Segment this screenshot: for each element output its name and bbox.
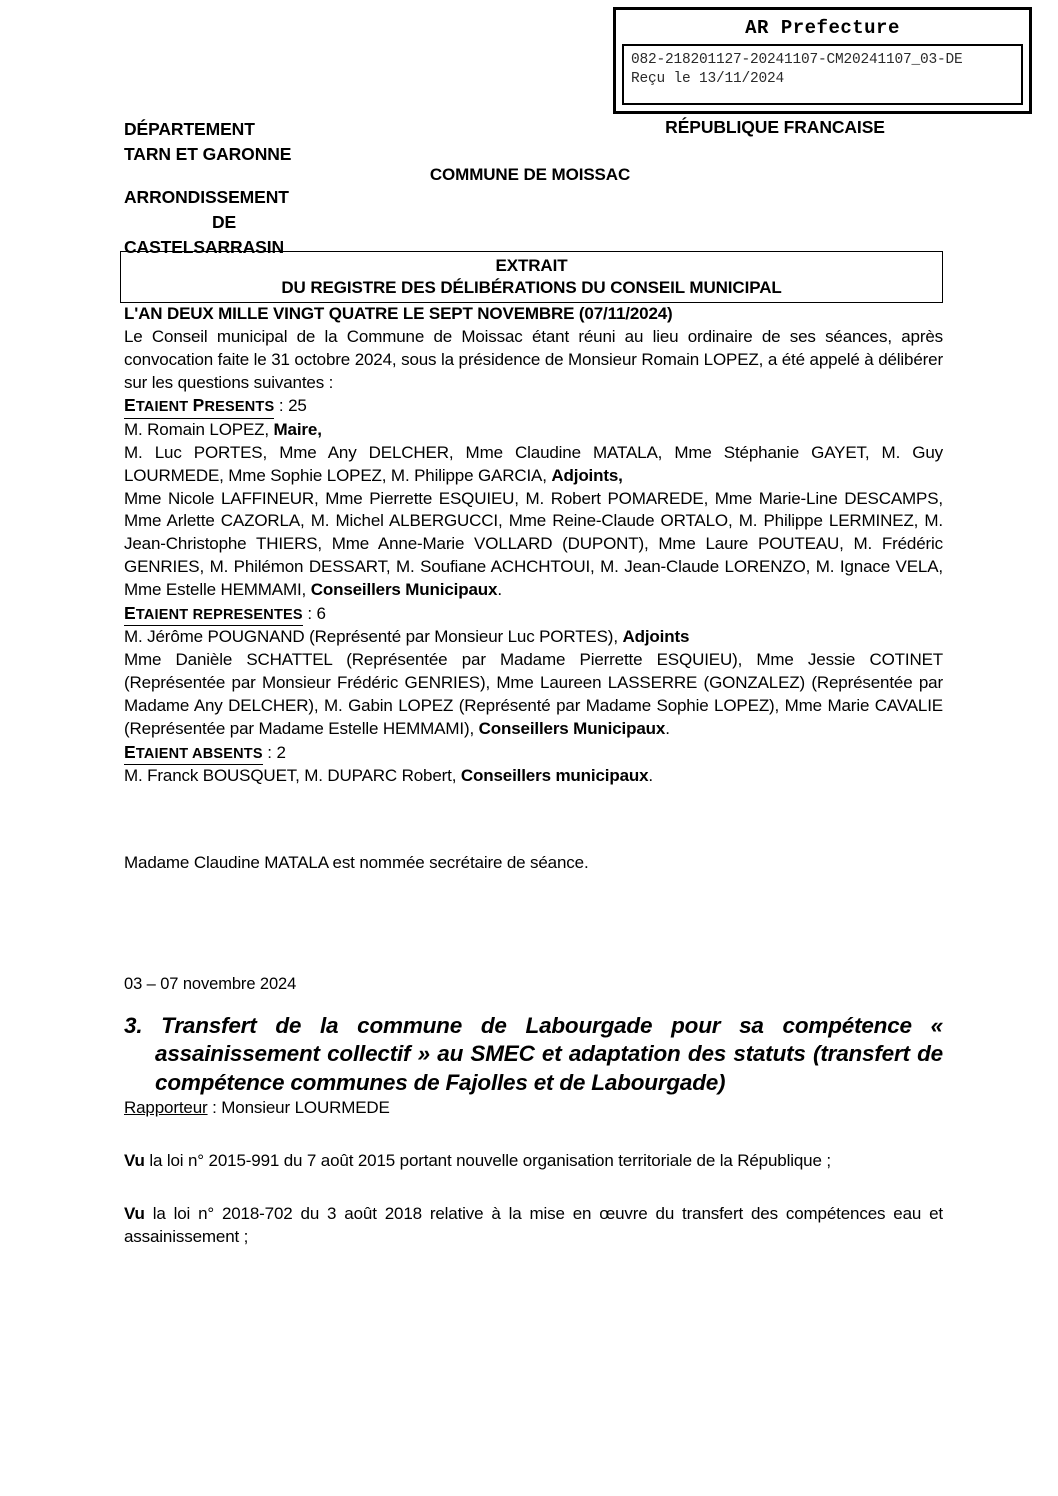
department-block: [124, 117, 291, 167]
absents-names: M. Franck BOUSQUET, M. DUPARC Robert,: [124, 766, 461, 786]
extrait-line-2: DU REGISTRE DES DÉLIBÉRATIONS DU CONSEIL MUNICIPAL: [281, 277, 782, 297]
session-convocation: Le Conseil municipal de la Commune de Moissac étant réuni au lieu ordinaire de ses séances, après convocation faite le 31 octobre 2024, sous la présidence de Monsieur Romain LOPEZ, a été appelé à délibérer sur les questions suivantes :: [124, 326, 943, 392]
represented-conseillers: Mme Danièle SCHATTEL (Représentée par Madame Pierrette ESQUIEU), Mme Jessie COTINET (Représentée par Monsieur Frédéric GENRIES), Mme Laureen LASSERRE (GONZALEZ) (Représentée par Madame Any DELCHER), M. Gabin LOPEZ (Représenté par Madame Sophie LOPEZ), Mme Marie CAVALIE (Représentée par Madame Estelle HEMMAMI), Conseillers Municipaux.: [124, 650, 943, 738]
absents-count: : 2: [262, 742, 286, 762]
presents-maire-role: Maire,: [273, 419, 322, 439]
presents-maire: [124, 419, 943, 442]
deliberation-date: 03 – 07 novembre 2024: [124, 974, 297, 993]
spacer-before-deliberation: [124, 875, 943, 973]
absents-label: ETAIENT ABSENTS: [124, 741, 263, 766]
deliberation-title: 3. Transfert de la commune de Labourgade pour sa compétence « assainissement collectif » au SMEC et adaptation des statuts (transfert de compétence communes de Fajolles et de Labourgade): [124, 1013, 943, 1095]
ar-prefecture-stamp: [613, 7, 1032, 114]
presents-label: ETAIENT PRESENTS: [124, 394, 274, 419]
presents-conseillers-role: Conseillers Municipaux: [310, 579, 498, 599]
extrait-box: [120, 251, 943, 303]
represented-adjoints-names: M. Jérôme POUGNAND (Représenté par Monsieur Luc PORTES),: [124, 627, 623, 647]
represented-conseillers-role: Conseillers Municipaux: [478, 718, 666, 738]
republic-title: RÉPUBLIQUE FRANCAISE: [665, 117, 885, 137]
secretary-line: Madame Claudine MATALA est nommée secrétaire de séance.: [124, 853, 589, 873]
document-body: [124, 303, 943, 1249]
considerant-text: la loi n° 2018-702 du 3 août 2018 relative à la mise en œuvre du transfert des compétences eau et assainissement ;: [124, 1203, 943, 1246]
department-label: DÉPARTEMENT: [124, 119, 255, 139]
arrondissement-label: ARRONDISSEMENT: [124, 187, 289, 207]
absents-role: Conseillers municipaux: [460, 766, 649, 786]
presents-conseillers: Mme Nicole LAFFINEUR, Mme Pierrette ESQUIEU, M. Robert POMAREDE, Mme Marie-Line DESCAMPS, Mme Arlette CAZORLA, M. Michel ALBERGUCCI, Mme Reine-Claude ORTALO, M. Philippe LERMINEZ, M. Jean-Christophe THIERS, Mme Anne-Marie VOLLARD (DUPONT), Mme Laure POUTEAU, M. Frédéric GENRIES, M. Philémon DESSART, M. Soufiane ACHCHTOUI, M. Jean-Claude LORENZO, M. Ignace VELA, Mme Estelle HEMMAMI, Conseillers Municipaux.: [124, 488, 943, 599]
stamp-reference: 082-218201127-20241107-CM20241107_03-DE: [631, 52, 963, 68]
presents-maire-name: M. Romain LOPEZ,: [124, 419, 274, 439]
considerant-prefix: Vu: [124, 1203, 145, 1223]
extrait-line-1: EXTRAIT: [495, 256, 568, 275]
considerant-prefix: Vu: [124, 1151, 145, 1170]
stamp-body: [622, 44, 1023, 105]
presents-count: : 25: [274, 396, 307, 416]
absents-heading: [124, 741, 943, 766]
presents-adjoints-names: M. Luc PORTES, Mme Any DELCHER, Mme Claudine MATALA, Mme Stéphanie GAYET, M. Guy LOURMEDE, Mme Sophie LOPEZ, M. Philippe GARCIA,: [124, 442, 943, 485]
represented-adjoints-role: Adjoints: [622, 627, 690, 647]
rapporteur-label: Rapporteur: [124, 1098, 208, 1118]
considerant-item: [124, 1203, 943, 1249]
spacer-between-considerants: [124, 1173, 943, 1203]
spacer-before-secretary: [124, 788, 943, 852]
represented-heading: [124, 602, 943, 627]
represented-adjoints: [124, 626, 943, 649]
arrondissement-name: CASTELSARRASIN: [124, 236, 284, 257]
presents-adjoints-role: Adjoints,: [551, 465, 623, 485]
represented-conseillers-names: Mme Danièle SCHATTEL (Représentée par Madame Pierrette ESQUIEU), Mme Jessie COTINET (Représentée par Monsieur Frédéric GENRIES), Mme Laureen LASSERRE (GONZALEZ) (Représentée par Madame Any DELCHER), M. Gabin LOPEZ (Représenté par Madame Sophie LOPEZ), Mme Marie CAVALIE (Représentée par Madame Estelle HEMMAMI),: [124, 650, 943, 738]
presents-adjoints: [124, 442, 943, 488]
spacer-before-considerants: [124, 1120, 943, 1150]
stamp-received-date: Reçu le 13/11/2024: [631, 71, 785, 88]
represented-count: : 6: [302, 603, 326, 623]
presents-heading: [124, 394, 943, 419]
represented-label: ETAIENT REPRESENTES: [124, 602, 303, 627]
considerant-text: la loi n° 2015-991 du 7 août 2015 portant nouvelle organisation territoriale de la République ;: [144, 1151, 831, 1170]
absents-list: M. Franck BOUSQUET, M. DUPARC Robert, Conseillers municipaux.: [124, 766, 653, 786]
session-date-heading: L'AN DEUX MILLE VINGT QUATRE LE SEPT NOVEMBRE (07/11/2024): [124, 304, 673, 323]
rapporteur-value: : Monsieur LOURMEDE: [207, 1098, 390, 1118]
arrondissement-de: DE: [211, 211, 237, 232]
spacer-before-title: [124, 995, 943, 1012]
department-name: TARN ET GARONNE: [124, 143, 292, 164]
commune-title: COMMUNE DE MOISSAC: [429, 165, 631, 184]
presents-conseillers-names: Mme Nicole LAFFINEUR, Mme Pierrette ESQUIEU, M. Robert POMAREDE, Mme Marie-Line DESCAMPS, Mme Arlette CAZORLA, M. Michel ALBERGUCCI, Mme Reine-Claude ORTALO, M. Philippe LERMINEZ, M. Jean-Christophe THIERS, Mme Anne-Marie VOLLARD (DUPONT), Mme Laure POUTEAU, M. Frédéric GENRIES, M. Philémon DESSART, M. Soufiane ACHCHTOUI, M. Jean-Claude LORENZO, M. Ignace VELA, Mme Estelle HEMMAMI,: [124, 488, 943, 599]
arrondissement-block: [124, 185, 324, 260]
rapporteur-line: [124, 1097, 943, 1120]
stamp-title: AR Prefecture: [745, 17, 900, 39]
considerant-item: [124, 1150, 943, 1173]
